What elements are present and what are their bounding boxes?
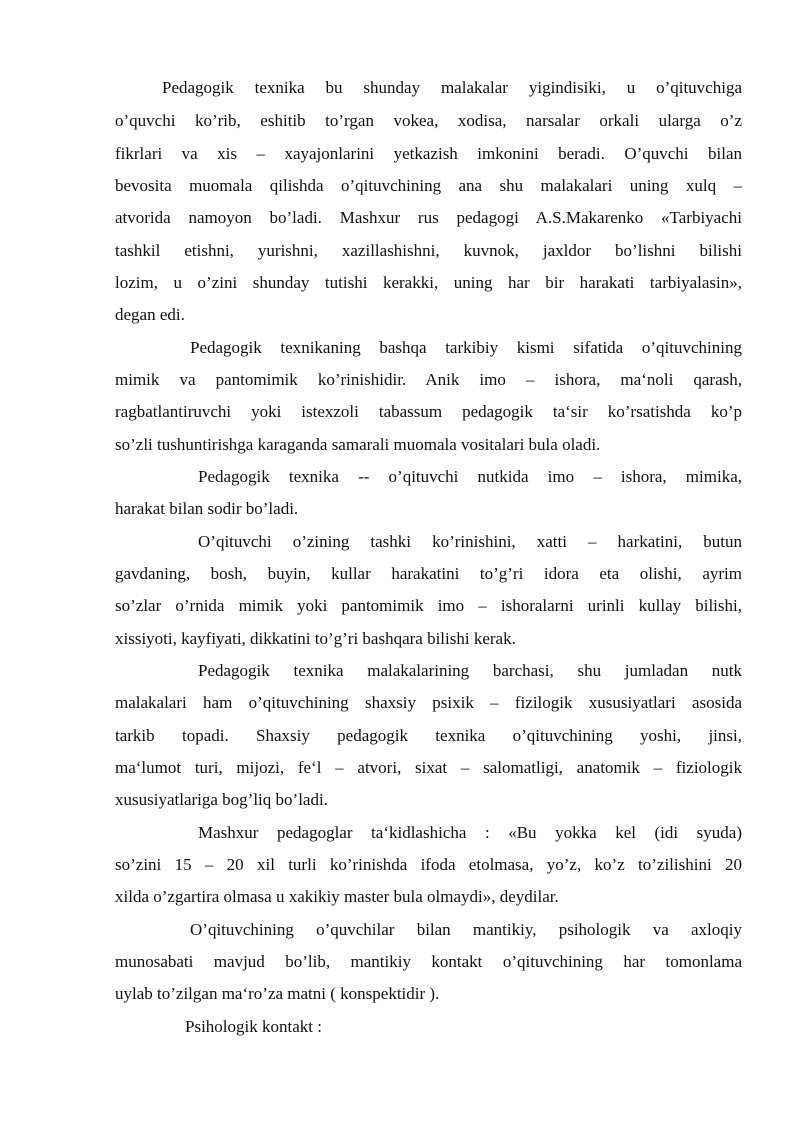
- paragraph-7-line-2: munosabati mavjud bo’lib, mantikiy kontakt o’qituvchining har tomonlama: [115, 952, 742, 971]
- paragraph-5-line-1: Pedagogik texnika malakalarining barchasi, shu jumladan nutk: [198, 661, 742, 680]
- paragraph-5-line-5: xususiyatlariga bog’liq bo’ladi.: [115, 790, 328, 809]
- paragraph-4-line-4: xissiyoti, kayfiyati, dikkatini to’g’ri bashqara bilishi kerak.: [115, 629, 516, 648]
- paragraph-7-line-1: O’qituvchining o’quvchilar bilan mantikiy, psihologik va axloqiy: [190, 920, 742, 939]
- paragraph-2-line-4: so’zli tushuntirishga karaganda samarali muomala vositalari bula oladi.: [115, 435, 601, 454]
- paragraph-1-line-7: lozim, u o’zini shunday tutishi kerakki, uning har bir harakati tarbiyalasin»,: [115, 273, 742, 292]
- paragraph-1-line-8: degan edi.: [115, 305, 185, 324]
- paragraph-2-line-3: ragbatlantiruvchi yoki istexzoli tabassum pedagogik ta‘sir ko’rsatishda ko’p: [115, 402, 742, 421]
- paragraph-2-line-2: mimik va pantomimik ko’rinishidir. Anik imo – ishora, ma‘noli qarash,: [115, 370, 742, 389]
- paragraph-2-line-1: Pedagogik texnikaning bashqa tarkibiy kismi sifatida o’qituvchining: [190, 338, 742, 357]
- paragraph-3-line-1: Pedagogik texnika -- o’qituvchi nutkida imo – ishora, mimika,: [198, 467, 742, 486]
- paragraph-4-line-2: gavdaning, bosh, buyin, kullar harakatini to’g’ri idora eta olishi, ayrim: [115, 564, 742, 583]
- paragraph-1-line-5: atvorida namoyon bo’ladi. Mashxur rus pedagogi A.S.Makarenko «Tarbiyachi: [115, 208, 742, 227]
- paragraph-5-line-2: malakalari ham o’qituvchining shaxsiy psixik – fizilogik xususiyatlari asosida: [115, 693, 742, 712]
- paragraph-7-line-3: uylab to’zilgan ma‘ro’za matni ( konspektidir ).: [115, 984, 440, 1003]
- paragraph-1-line-1: Pedagogik texnika bu shunday malakalar yigindisiki, u o’qituvchiga: [162, 78, 742, 97]
- paragraph-6-line-3: xilda o’zgartira olmasa u xakikiy master bula olmaydi», deydilar.: [115, 887, 559, 906]
- paragraph-1-line-4: bevosita muomala qilishda o’qituvchining ana shu malakalari uning xulq –: [115, 176, 742, 195]
- paragraph-1-line-3: fikrlari va xis – xayajonlarini yetkazish imkonini beradi. O’quvchi bilan: [115, 144, 742, 163]
- paragraph-3-line-2: harakat bilan sodir bo’ladi.: [115, 499, 299, 518]
- paragraph-6-line-2: so’zini 15 – 20 xil turli ko’rinishda ifoda etolmasa, yo’z, ko’z to’zilishini 20: [115, 855, 742, 874]
- paragraph-5-line-4: ma‘lumot turi, mijozi, fe‘l – atvori, sixat – salomatligi, anatomik – fiziologik: [115, 758, 742, 777]
- paragraph-1-line-6: tashkil etishni, yurishni, xazillashishni, kuvnok, jaxldor bo’lishni bilishi: [115, 241, 742, 260]
- paragraph-1-line-2: o’quvchi ko’rib, eshitib to’rgan vokea, xodisa, narsalar orkali ularga o’z: [115, 111, 742, 130]
- paragraph-8-line-1: Psihologik kontakt :: [185, 1017, 322, 1036]
- paragraph-6-line-1: Mashxur pedagoglar ta‘kidlashicha : «Bu yokka kel (idi syuda): [198, 823, 742, 842]
- paragraph-4-line-1: O’qituvchi o’zining tashki ko’rinishini, xatti – harkatini, butun: [198, 532, 742, 551]
- paragraph-4-line-3: so’zlar o’rnida mimik yoki pantomimik imo – ishoralarni urinli kullay bilishi,: [115, 596, 742, 615]
- paragraph-5-line-3: tarkib topadi. Shaxsiy pedagogik texnika o’qituvchining yoshi, jinsi,: [115, 726, 742, 745]
